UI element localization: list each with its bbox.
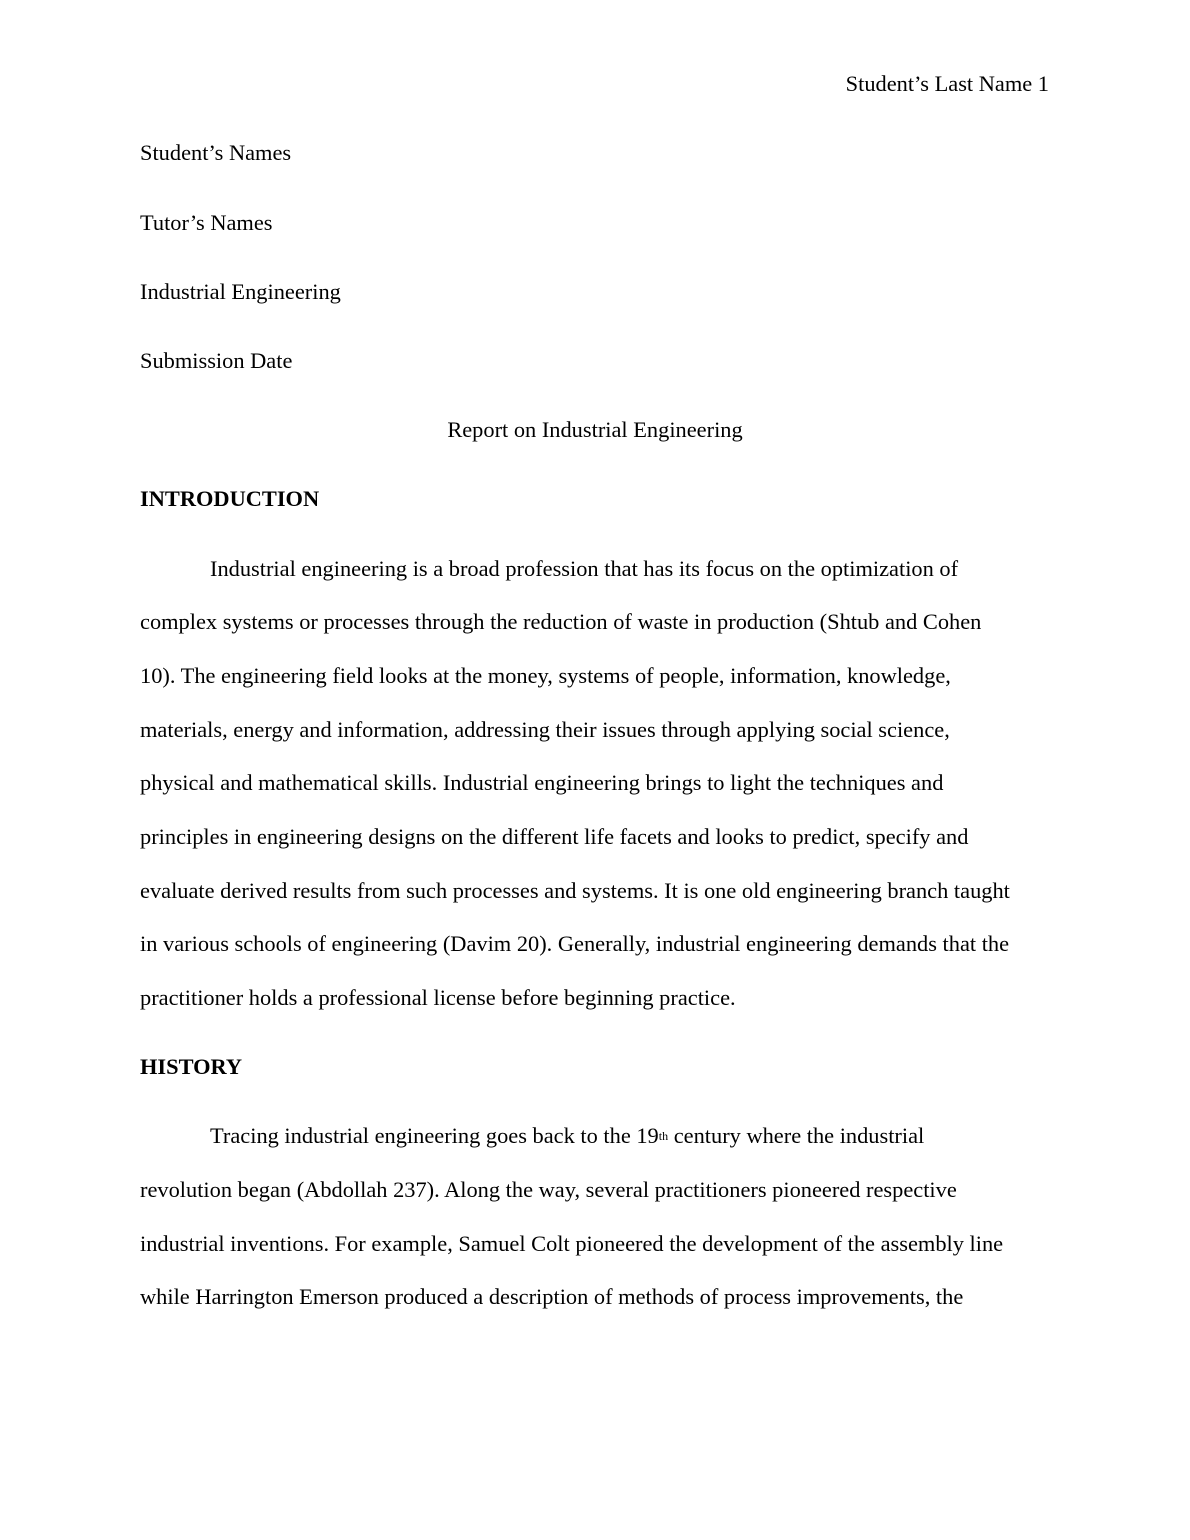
paragraph-line: materials, energy and information, addressing their issues through applying social science, xyxy=(140,717,950,742)
course-name: Industrial Engineering xyxy=(140,279,341,304)
superscript-ordinal: th xyxy=(658,1129,669,1143)
paragraph-line: while Harrington Emerson produced a description of methods of process improvements, the xyxy=(140,1284,964,1309)
submission-date: Submission Date xyxy=(140,348,293,373)
paragraph-line: in various schools of engineering (Davim 20). Generally, industrial engineering demands that the xyxy=(140,931,1010,956)
paragraph-text: Tracing industrial engineering goes back to the 19 xyxy=(210,1123,659,1148)
paragraph-line: physical and mathematical skills. Industrial engineering brings to light the techniques and xyxy=(140,770,944,795)
section-heading-introduction: INTRODUCTION xyxy=(140,486,320,511)
paragraph-line: principles in engineering designs on the different life facets and looks to predict, specify and xyxy=(140,824,969,849)
paragraph-line: industrial inventions. For example, Samuel Colt pioneered the development of the assembly line xyxy=(140,1231,1004,1256)
tutor-name: Tutor’s Names xyxy=(140,210,273,235)
running-head: Student’s Last Name 1 xyxy=(845,71,1049,96)
paragraph-line: complex systems or processes through the reduction of waste in production (Shtub and Cohen xyxy=(140,609,982,634)
section-heading-history: HISTORY xyxy=(140,1054,243,1079)
paragraph-line: evaluate derived results from such processes and systems. It is one old engineering branch taught xyxy=(140,878,1010,903)
paragraph-line: Industrial engineering is a broad profession that has its focus on the optimization of xyxy=(210,556,959,581)
paragraph-line: practitioner holds a professional license before beginning practice. xyxy=(140,985,736,1010)
page-title: Report on Industrial Engineering xyxy=(447,417,743,442)
paragraph-line: 10). The engineering field looks at the money, systems of people, information, knowledge, xyxy=(140,663,951,688)
student-name: Student’s Names xyxy=(140,140,292,165)
paragraph-text: century where the industrial xyxy=(668,1123,925,1148)
paragraph-line: revolution began (Abdollah 237). Along the way, several practitioners pioneered respective xyxy=(140,1177,957,1202)
paragraph-line xyxy=(210,1122,924,1150)
